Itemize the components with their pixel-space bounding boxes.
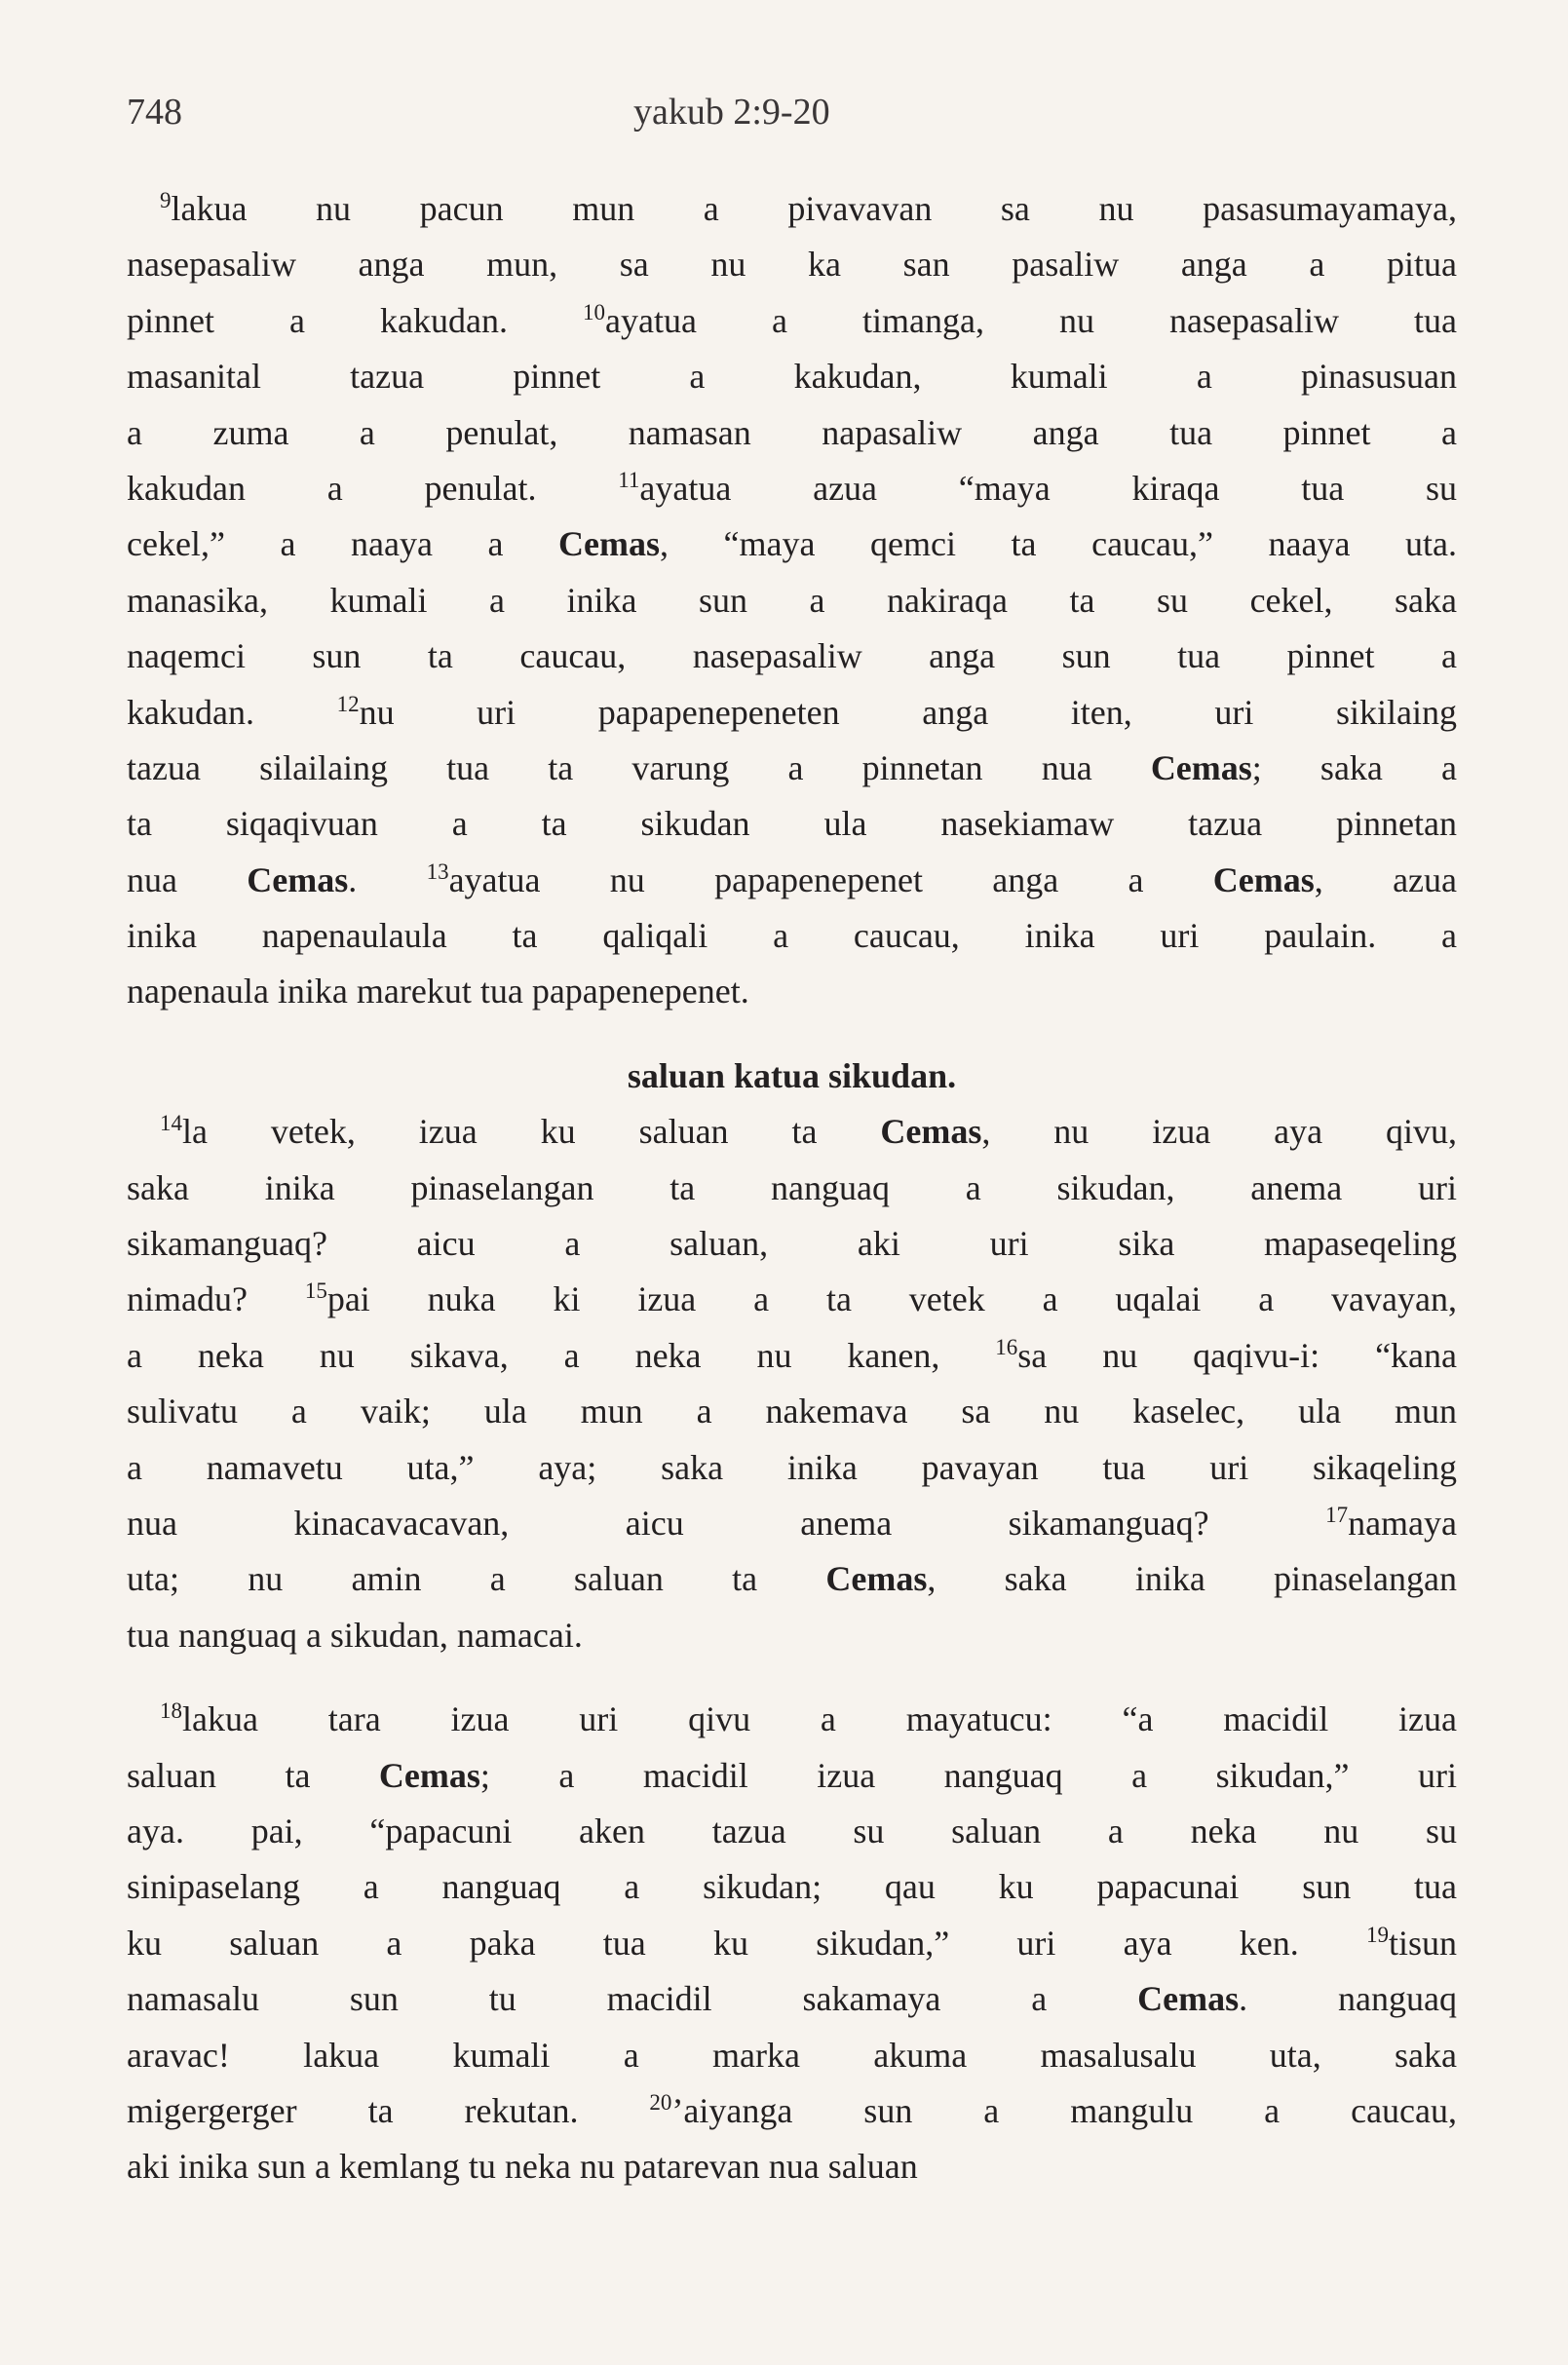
verse-text: sikamanguaq? aicu a saluan, aki uri sika mapaseqeling <box>127 1224 1457 1264</box>
verse-text: lakua nu pacun mun a pivavavan sa nu pasasumayamaya, <box>171 189 1457 228</box>
text-line <box>127 853 1457 908</box>
text-line <box>127 1748 1457 1804</box>
text-line <box>127 1608 1457 1663</box>
text-line <box>127 461 1457 516</box>
verse-number: 11 <box>618 467 640 492</box>
verse-text: ’aiyanga sun a mangulu a caucau, <box>671 2090 1458 2130</box>
text-line <box>127 2139 1457 2194</box>
verse-text: , “maya qemci ta caucau,” naaya uta. <box>660 524 1457 564</box>
verse-text: aki inika sun a kemlang tu neka nu patarevan nua saluan <box>127 2147 918 2187</box>
text-line <box>127 2028 1457 2083</box>
text-line <box>127 405 1457 461</box>
text-line <box>127 2083 1457 2139</box>
divine-name: Cemas <box>1137 1979 1240 2019</box>
verse-text: . nanguaq <box>1239 1979 1457 2019</box>
divine-name: Cemas <box>880 1112 982 1152</box>
verse-text: migergerger ta rekutan. <box>127 2090 650 2130</box>
verse-text: nua kinacavacavan, aicu anema sikamanguaq? <box>127 1503 1326 1543</box>
verse-text: ; a macidil izua nanguaq a sikudan,” uri <box>479 1755 1457 1795</box>
verse-text: tisun <box>1388 1923 1457 1963</box>
verse-text: nimadu? <box>127 1279 305 1319</box>
verse-number: 18 <box>160 1698 182 1724</box>
text-line <box>127 181 1457 237</box>
text-line <box>127 349 1457 404</box>
paragraph <box>127 181 1457 1020</box>
running-head: yakub 2:9-20 <box>633 92 830 133</box>
verse-text: a namavetu uta,” aya; saka inika pavayan tua uri sikaqeling <box>127 1447 1457 1487</box>
verse-number: 19 <box>1365 1922 1389 1947</box>
text-line <box>127 1971 1457 2027</box>
verse-number: 10 <box>583 299 606 324</box>
verse-text: pinnet a kakudan. <box>127 300 584 340</box>
verse-text: lakua tara izua uri qivu a mayatucu: “a macidil izua <box>182 1699 1457 1739</box>
page-header <box>127 83 1457 141</box>
text-line <box>127 237 1457 292</box>
paragraph <box>127 1692 1457 2195</box>
verse-number: 13 <box>426 858 449 884</box>
verse-text: tua nanguaq a sikudan, namacai. <box>127 1615 583 1655</box>
text-line <box>127 1216 1457 1272</box>
verse-text: naqemci sun ta caucau, nasepasaliw anga sun tua pinnet a <box>127 636 1457 676</box>
verse-text: sinipaselang a nanguaq a sikudan; qau ku papacunai sun tua <box>127 1867 1457 1907</box>
text-line <box>127 629 1457 684</box>
text-line <box>127 964 1457 1019</box>
paragraph <box>127 1104 1457 1663</box>
verse-text: ; saka a <box>1251 747 1458 787</box>
verse-text: nua <box>127 859 248 899</box>
verse-text: ta siqaqivuan a ta sikudan ula nasekiamaw tazua pinnetan <box>127 804 1457 844</box>
verse-text: manasika, kumali a inika sun a nakiraqa ta su cekel, saka <box>127 580 1457 620</box>
page-number: 748 <box>127 92 182 133</box>
text-line <box>127 908 1457 964</box>
text-line <box>127 1551 1457 1607</box>
text-line <box>127 1272 1457 1327</box>
verse-text: aya. pai, “papacuni aken tazua su saluan a neka nu su <box>127 1811 1457 1850</box>
verse-text: tazua silailaing tua ta varung a pinnetan nua <box>127 747 1151 787</box>
text-line <box>127 1328 1457 1384</box>
verse-text: la vetek, izua ku saluan ta <box>182 1112 881 1152</box>
verse-number: 20 <box>649 2089 672 2115</box>
text-line <box>127 1692 1457 1747</box>
text-line <box>127 1161 1457 1216</box>
text-line <box>127 796 1457 852</box>
verse-text: pai nuka ki izua a ta vetek a uqalai a vavayan, <box>326 1279 1457 1319</box>
text-line <box>127 293 1457 349</box>
verse-text: sulivatu a vaik; ula mun a nakemava sa nu kaselec, ula mun <box>127 1392 1457 1431</box>
verse-number: 12 <box>336 691 360 716</box>
verse-text: kakudan a penulat. <box>127 468 619 508</box>
divine-name: Cemas <box>378 1755 480 1795</box>
text-line <box>127 1916 1457 1971</box>
verse-text: a neka nu sikava, a neka nu kanen, <box>127 1335 996 1375</box>
verse-text: saka inika pinaselangan ta nanguaq a sikudan, anema uri <box>127 1167 1457 1207</box>
page-body <box>127 181 1457 2195</box>
verse-text: aravac! lakua kumali a marka akuma masalusalu uta, saka <box>127 2035 1457 2075</box>
verse-text: ayatua azua “maya kiraqa tua su <box>639 468 1457 508</box>
verse-text: napenaula inika marekut tua papapenepenet. <box>127 972 749 1011</box>
verse-number: 14 <box>160 1111 182 1136</box>
text-line <box>127 685 1457 741</box>
verse-text: inika napenaulaula ta qaliqali a caucau, inika uri paulain. a <box>127 916 1457 956</box>
verse-text: uta; nu amin a saluan ta <box>127 1559 826 1599</box>
text-line <box>127 573 1457 629</box>
verse-text: saluan ta <box>127 1755 379 1795</box>
verse-text: nu uri papapenepeneten anga iten, uri sikilaing <box>359 692 1457 732</box>
verse-text: , saka inika pinaselangan <box>927 1559 1457 1599</box>
verse-text: , nu izua aya qivu, <box>981 1112 1457 1152</box>
paragraph-gap <box>127 1663 1457 1692</box>
section-heading: saluan katua sikudan. <box>627 1055 957 1095</box>
divine-name: Cemas <box>558 524 660 564</box>
divine-name: Cemas <box>825 1559 928 1599</box>
verse-number: 16 <box>995 1334 1018 1359</box>
verse-number: 9 <box>160 188 172 212</box>
text-line <box>127 1384 1457 1439</box>
verse-text: . <box>348 859 427 899</box>
verse-text: namaya <box>1348 1503 1457 1543</box>
verse-text: , azua <box>1314 859 1458 899</box>
text-line <box>127 1104 1457 1160</box>
verse-text: cekel,” a naaya a <box>127 524 559 564</box>
text-line <box>127 1440 1457 1496</box>
verse-text: namasalu sun tu macidil sakamaya a <box>127 1979 1138 2019</box>
verse-text: a zuma a penulat, namasan napasaliw anga tua pinnet a <box>127 412 1457 452</box>
text-line <box>127 516 1457 572</box>
divine-name: Cemas <box>1150 747 1252 787</box>
verse-number: 15 <box>304 1278 327 1304</box>
verse-text: sa nu qaqivu-i: “kana <box>1017 1335 1458 1375</box>
verse-text: kakudan. <box>127 692 337 732</box>
text-line <box>127 1804 1457 1859</box>
text-line <box>127 1859 1457 1915</box>
verse-text: ayatua a timanga, nu nasepasaliw tua <box>605 300 1458 340</box>
text-line <box>127 1496 1457 1551</box>
verse-number: 17 <box>1325 1502 1349 1527</box>
verse-text: nasepasaliw anga mun, sa nu ka san pasaliw anga a pitua <box>127 245 1457 285</box>
text-line <box>127 741 1457 796</box>
verse-text: ayatua nu papapenepenet anga a <box>448 859 1213 899</box>
verse-text: masanital tazua pinnet a kakudan, kumali a pinasusuan <box>127 357 1457 397</box>
divine-name: Cemas <box>247 859 349 899</box>
verse-text: ku saluan a paka tua ku sikudan,” uri aya ken. <box>127 1923 1366 1963</box>
divine-name: Cemas <box>1212 859 1315 899</box>
